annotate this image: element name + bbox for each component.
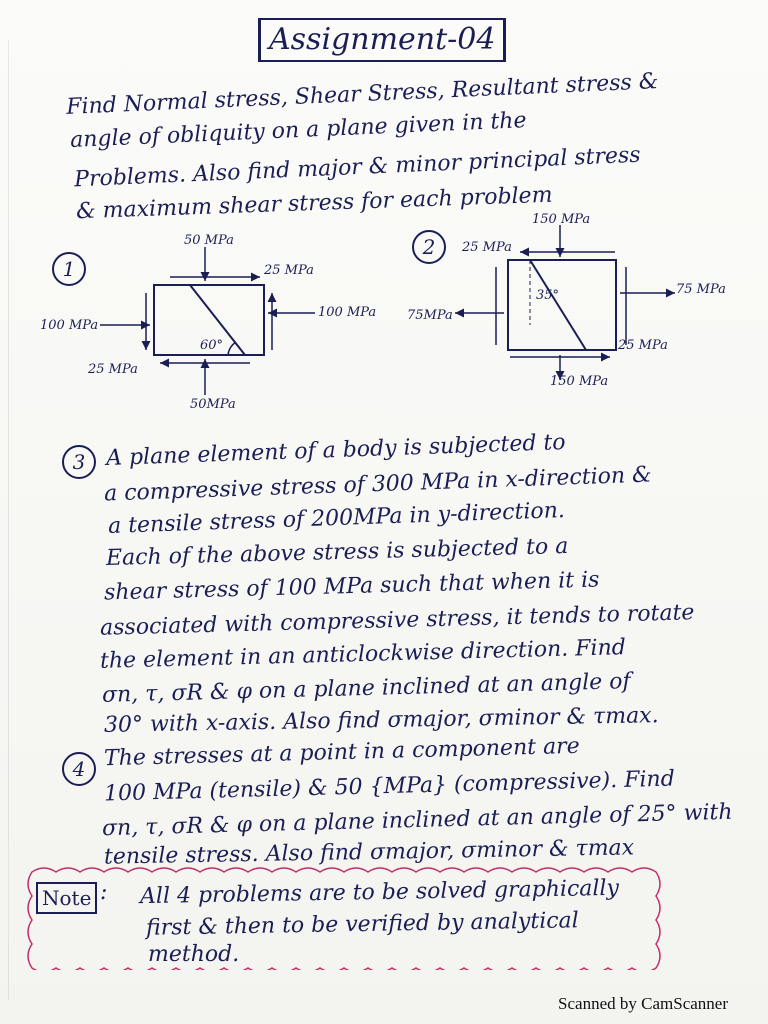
problem-2-angle-label: 35° — [536, 288, 560, 303]
problem-3-line-8: σn, τ, σR & φ on a plane inclined at an angle of — [101, 669, 631, 708]
problem-2-element — [508, 260, 616, 350]
problem-2-right-normal-label: 75 MPa — [676, 282, 726, 297]
intro-line-2: angle of obliquity on a plane given in the — [69, 108, 527, 153]
note-label: Note — [36, 882, 97, 914]
problem-1-right-normal-label: 100 MPa — [318, 305, 377, 320]
problem-3-line-3: a tensile stress of 200MPa in y-direction. — [107, 498, 566, 539]
title-box — [258, 18, 506, 62]
problem-1-angle-label: 60° — [200, 338, 224, 353]
problem-3-line-7: the element in an anticlockwise direction. Find — [99, 635, 627, 674]
problem-1-bottom-normal-label: 50MPa — [190, 397, 236, 412]
problem-1-bottom-shear-label: 25 MPa — [88, 362, 138, 377]
note-line-2: first & then to be verified by analytical — [145, 908, 579, 941]
problem-4-line-4: tensile stress. Also find σmajor, σminor & τmax — [103, 835, 635, 870]
problem-4-line-2: 100 MPa (tensile) & 50 {MPa} (compressive). Find — [103, 766, 676, 807]
problem-2-bottom-shear-label: 25 MPa — [618, 338, 668, 353]
problem-4-line-1: The stresses at a point in a component are — [103, 733, 580, 772]
page-margin-line — [8, 40, 9, 1000]
problem-2-top-normal-label: 150 MPa — [532, 212, 591, 227]
problem-3-line-2: a compressive stress of 300 MPa in x-direction & — [103, 462, 653, 507]
problem-2-left-normal-label: 75MPa — [407, 308, 453, 323]
problem-3-line-6: associated with compressive stress, it tends to rotate — [99, 600, 695, 641]
intro-line-4: & maximum shear stress for each problem — [75, 182, 553, 225]
problem-1-top-shear-label: 25 MPa — [264, 263, 314, 278]
problem-3-line-5: shear stress of 100 MPa such that when it is — [103, 567, 600, 606]
problem-4-line-3: σn, τ, σR & φ on a plane inclined at an angle of 25° with — [101, 799, 733, 842]
problem-2-bottom-normal-label: 150 MPa — [550, 374, 609, 389]
problem-3-number: 3 — [62, 445, 96, 479]
problem-2-diagram — [400, 205, 745, 395]
problem-1-left-normal-label: 100 MPa — [40, 318, 99, 333]
note-separator: : — [100, 880, 108, 905]
problem-4-number: 4 — [62, 752, 96, 786]
scanner-footer: Scanned by CamScanner — [558, 994, 728, 1013]
problem-1-top-normal-label: 50 MPa — [184, 233, 234, 248]
note-line-3: method. — [148, 942, 240, 967]
note-line-1: All 4 problems are to be solved graphically — [139, 875, 620, 910]
problem-3-line-1: A plane element of a body is subjected to — [105, 429, 566, 472]
problem-3-line-4: Each of the above stress is subjected to a — [105, 533, 569, 572]
problem-2-number: 2 — [412, 230, 446, 264]
intro-line-1: Find Normal stress, Shear Stress, Resultant stress & — [65, 69, 659, 120]
problem-2-plane — [530, 260, 586, 350]
problem-1-angle-arc — [228, 342, 236, 355]
problem-3-line-9: 30° with x-axis. Also find σmajor, σminor & τmax. — [103, 703, 659, 738]
problem-1-number: 1 — [52, 252, 86, 286]
page-title: Assignment-04 — [269, 22, 496, 57]
intro-line-3: Problems. Also find major & minor principal stress — [73, 142, 642, 193]
problem-2-top-shear-label: 25 MPa — [462, 240, 512, 255]
